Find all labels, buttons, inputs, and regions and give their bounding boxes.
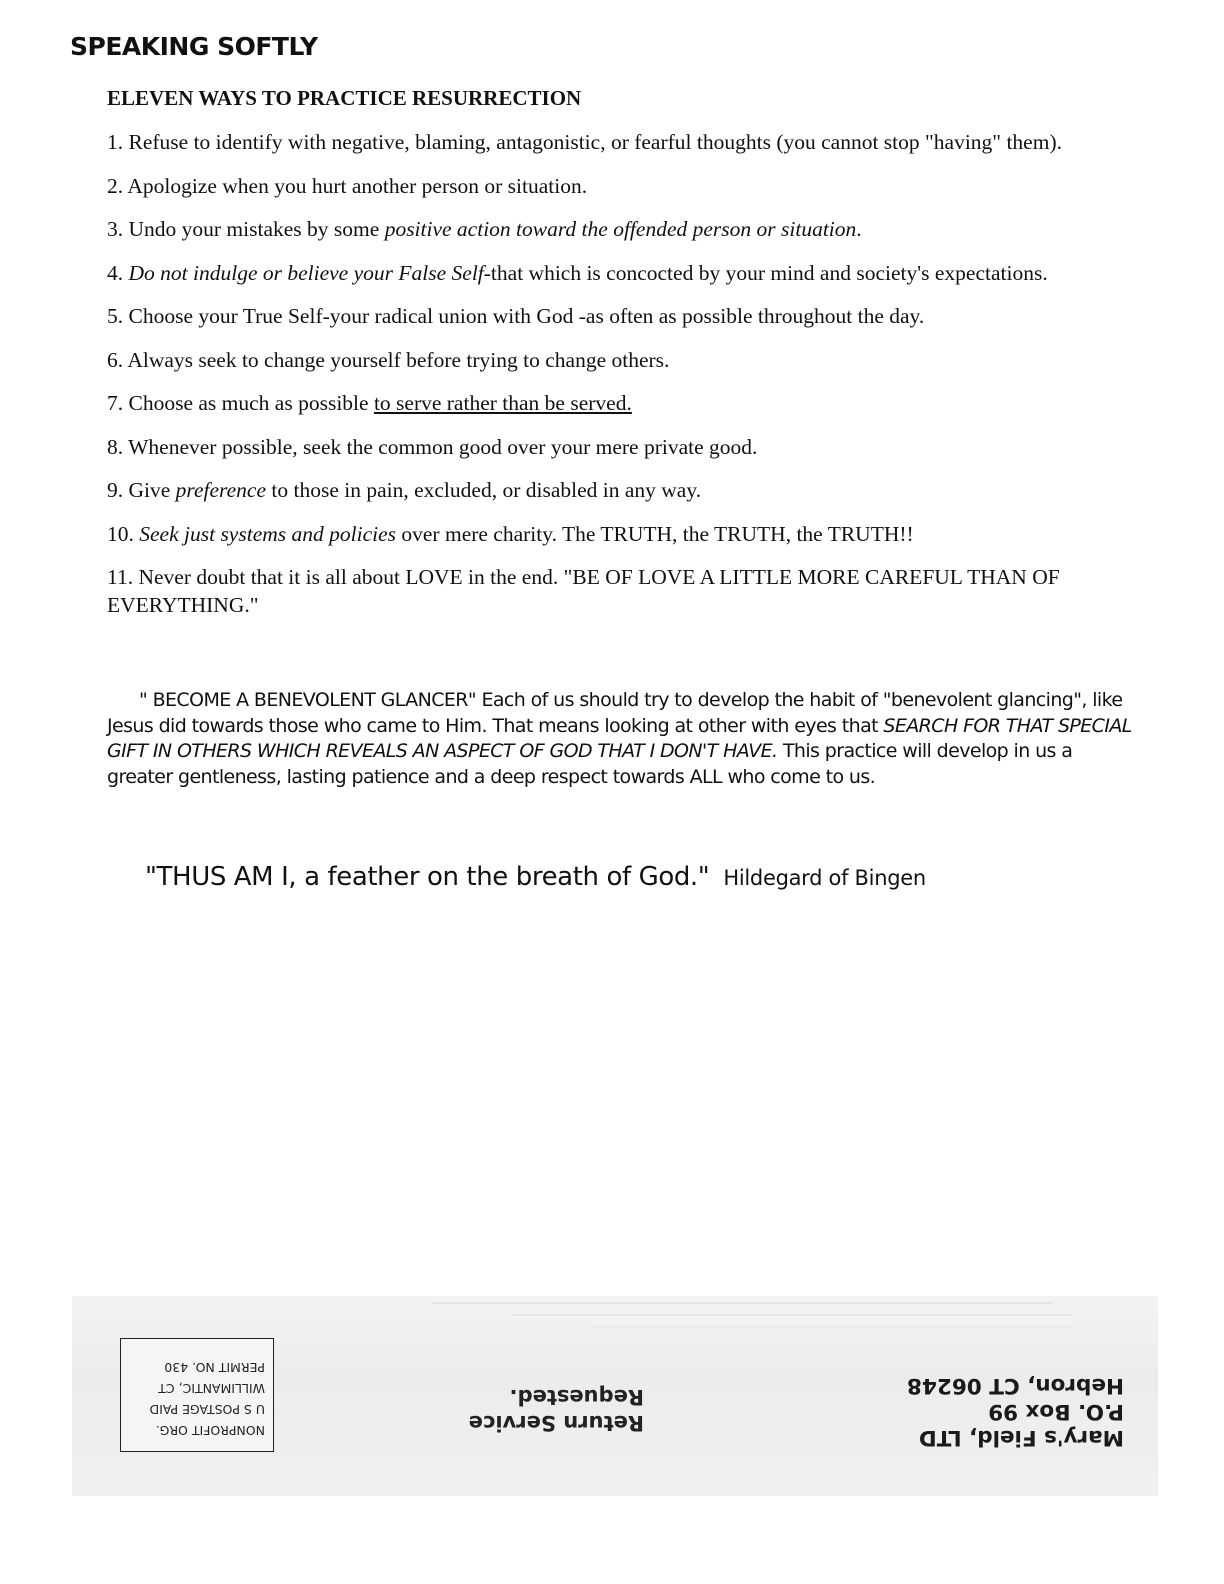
item-text: 2. Apologize when you hurt another person or situation. — [107, 173, 588, 198]
item-text: over mere charity. The TRUTH, the TRUTH, the TRUTH!! — [396, 521, 914, 546]
item-text: 3. Undo your mistakes by some — [107, 217, 385, 241]
scan-artifact — [592, 1326, 1072, 1328]
postage-permit-box — [120, 1338, 274, 1452]
item-text: 1. Refuse to identify with negative, blaming, antagonistic, or fearful thoughts (you cannot stop "having" them). — [107, 130, 1062, 154]
glancer-text: This practice will develop in us a greater gentleness, lasting patience and a deep respect towards ALL who come to us. — [107, 740, 1073, 788]
item-text: 8. Whenever possible, seek the common good over your mere private good. — [107, 434, 758, 459]
closing-quote — [145, 862, 926, 892]
item-text: 7. Choose as much as possible — [107, 391, 374, 415]
item-text: 6. Always seek to change yourself before trying to change others. — [107, 347, 670, 372]
item-text: 11. Never doubt that it is all about LOVE in the end. "BE OF LOVE A LITTLE MORE CAREFUL THAN OF EVERYTHING." — [107, 565, 1060, 617]
permit-line: U S POSTAGE PAID — [149, 1402, 265, 1417]
item-emphasis: Seek just systems and policies — [139, 521, 397, 546]
permit-line: NONPROFIT ORG. — [155, 1423, 265, 1438]
item-text: 9. Give — [107, 478, 176, 502]
list-item — [107, 128, 1157, 156]
quote-author: Hildegard of Bingen — [723, 866, 926, 890]
list-item — [107, 302, 1157, 330]
permit-text — [121, 1339, 273, 1451]
item-text: 5. Choose your True Self-your radical union with God -as often as possible throughout the day. — [107, 304, 925, 328]
quote-text: "THUS AM I, a feather on the breath of God." — [145, 862, 710, 892]
item-emphasis: preference — [175, 478, 266, 502]
list-item — [107, 476, 1157, 504]
item-underlined: to serve rather than be served. — [373, 391, 632, 415]
return-line: Return Service — [468, 1411, 644, 1435]
item-text: to those in pain, excluded, or disabled in any way. — [266, 478, 702, 502]
address-line: P.O. Box 99 — [988, 1399, 1124, 1424]
item-text: 4. — [107, 260, 129, 285]
address-line: Mary's Field, LTD — [918, 1425, 1124, 1450]
item-text: 10. — [107, 521, 140, 546]
permit-line: WILLIMANTIC, CT — [158, 1381, 265, 1396]
glancer-paragraph — [107, 688, 1137, 790]
permit-line: PERMIT NO. 430 — [164, 1360, 265, 1375]
list-item — [107, 433, 1157, 461]
list-item — [107, 215, 1157, 243]
mailing-panel — [72, 1296, 1158, 1496]
return-line: Requested. — [509, 1385, 644, 1409]
scan-artifact — [432, 1302, 1052, 1304]
list-item — [107, 346, 1157, 374]
item-emphasis: Do not indulge or believe your False Self — [128, 260, 484, 285]
glancer-emphasis: SEARCH FOR THAT SPECIAL GIFT IN OTHERS WHICH REVEALS AN ASPECT OF GOD THAT I DON'T HAVE. — [107, 714, 1132, 762]
practice-list — [107, 128, 1157, 635]
address-line: Hebron, CT 06248 — [906, 1373, 1124, 1398]
scan-artifact — [512, 1314, 1072, 1316]
item-text: . — [856, 217, 862, 241]
list-item — [107, 520, 1157, 548]
list-item — [107, 259, 1157, 287]
item-text: -that which is concocted by your mind and society's expectations. — [483, 260, 1048, 285]
page-heading: SPEAKING SOFTLY — [70, 32, 318, 61]
return-service-text — [434, 1384, 644, 1436]
glancer-text: " BECOME A BENEVOLENT GLANCER" Each of us should try to develop the habit of "benevolent glancing", like Jesus did towards those who came to Him. That means looking at other with eyes that — [107, 689, 1123, 737]
list-item — [107, 172, 1157, 200]
return-address — [884, 1372, 1124, 1450]
item-emphasis: positive action toward the offended person or situation — [384, 217, 857, 241]
section-title: ELEVEN WAYS TO PRACTICE RESURRECTION — [107, 86, 582, 110]
list-item — [107, 563, 1157, 619]
list-item — [107, 389, 1157, 417]
